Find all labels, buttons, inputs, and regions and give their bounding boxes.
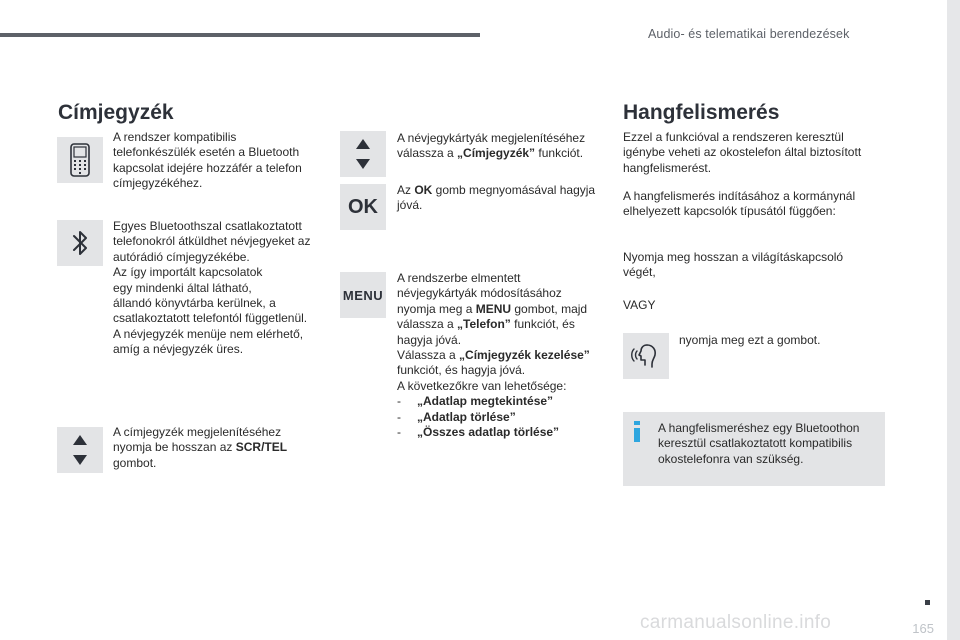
- light-switch-text: Nyomja meg hosszan a világításkapcsoló végét,: [623, 250, 844, 280]
- ok-confirm-text: Az OK gomb megnyomásával hagyja jóvá.: [397, 183, 596, 213]
- info-text: A hangfelismeréshez egy Bluetoothon keresztül csatlakoztatott kompatibilis okostelefonra van szükség.: [658, 421, 860, 466]
- watermark: carmanualsonline.info: [640, 612, 832, 633]
- bluetooth-import-text: Egyes Bluetoothszal csatlakoztatott telefonokról átküldhet névjegyeket az autórádió címjegyzékébe. Az így importált kapcsolatok egy mindenki által látható, állandó könyvtárba kerülnek, a csatlakoztatott telefontól függetlenül. A névjegyzék menüje nem elérhető, amíg a névjegyzék üres.: [113, 219, 311, 357]
- page-side-strip: [947, 0, 960, 640]
- edit-contacts-text: A rendszerbe elmentett névjegykártyák módosításához nyomja meg a MENU gombot, majd válassza a „Telefon” funkciót, és hagyja jóvá. Válassza a „Címjegyzék kezelése” funkciót, és hagyja jóvá. A következőkre van lehetősége: - „Adatlap megtekintése” - „Adatlap törlése” - „Összes adatlap törlése”: [397, 271, 602, 440]
- phone-icon: [57, 137, 103, 183]
- section-header: Audio- és telematikai berendezések: [648, 27, 850, 41]
- page-number: 165: [912, 621, 934, 636]
- voice-start-text: A hangfelismerés indításához a kormánynál elhelyezett kapcsolók típusától függően:: [623, 189, 856, 219]
- scr-tel-text: A címjegyzék megjelenítéséhez nyomja be hosszan az SCR/TEL gombot.: [113, 425, 288, 470]
- voice-recognition-icon: [623, 333, 669, 379]
- or-text: VAGY: [623, 298, 656, 312]
- up-down-arrows-icon: [57, 427, 103, 473]
- voice-intro-text: Ezzel a funkcióval a rendszeren keresztül igénybe veheti az okostelefon által biztosított hangfelismerést.: [623, 130, 862, 175]
- press-button-text: nyomja meg ezt a gombot.: [679, 333, 821, 347]
- info-icon: [634, 421, 640, 441]
- option-item: - „Összes adatlap törlése”: [397, 425, 560, 440]
- select-phonebook-text: A névjegykártyák megjelenítéséhez válassza a „Címjegyzék” funkciót.: [397, 131, 586, 161]
- page-marker: [925, 600, 930, 605]
- header-rule: [0, 33, 480, 37]
- title-hangfelismeres: Hangfelismerés: [623, 101, 780, 124]
- menu-button-icon: MENU: [340, 272, 386, 318]
- option-item: - „Adatlap megtekintése”: [397, 394, 554, 409]
- bluetooth-icon: [57, 220, 103, 266]
- phonebook-intro-text: A rendszer kompatibilis telefonkészülék esetén a Bluetooth kapcsolat idejére hozzáfér a telefon címjegyzékéhez.: [113, 130, 302, 191]
- title-cimjegyzek: Címjegyzék: [58, 101, 174, 124]
- info-box: [623, 412, 885, 486]
- option-item: - „Adatlap törlése”: [397, 409, 516, 424]
- up-down-arrows-icon: [340, 131, 386, 177]
- ok-button-icon: OK: [340, 184, 386, 230]
